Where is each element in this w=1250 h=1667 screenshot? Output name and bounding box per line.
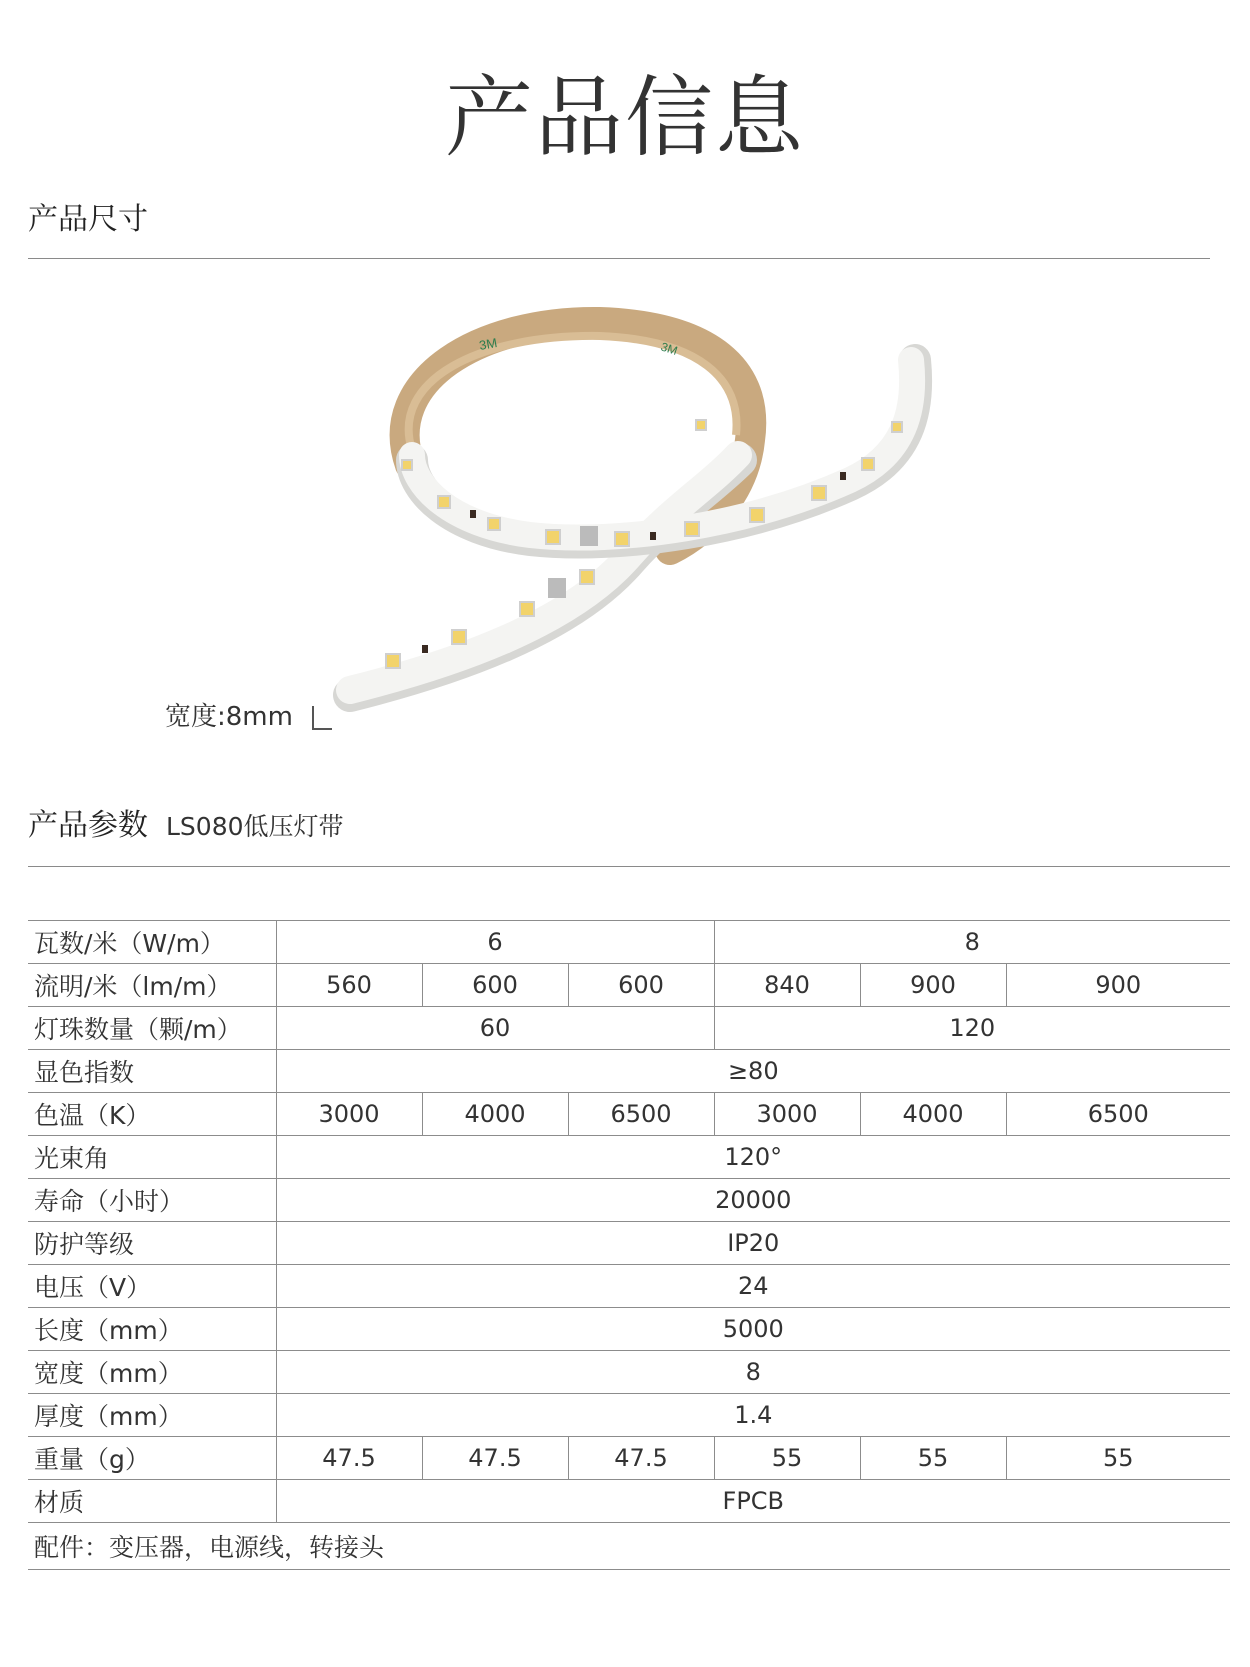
table-row-length xyxy=(28,1308,1230,1351)
table-cell: FPCB xyxy=(276,1480,1230,1523)
row-label: 显色指数 xyxy=(28,1050,276,1093)
row-label: 色温（K） xyxy=(28,1093,276,1136)
row-label: 长度（mm） xyxy=(28,1308,276,1351)
row-label: 灯珠数量（颗/m） xyxy=(28,1007,276,1050)
table-cell: 3000 xyxy=(714,1093,860,1136)
table-row-led-count xyxy=(28,1007,1230,1050)
table-cell: 55 xyxy=(1006,1437,1230,1480)
table-cell: 47.5 xyxy=(276,1437,422,1480)
model-name: LS080低压灯带 xyxy=(166,812,344,841)
table-row-width xyxy=(28,1351,1230,1394)
table-row-flux xyxy=(28,964,1230,1007)
table-cell: 47.5 xyxy=(568,1437,714,1480)
table-cell: 1.4 xyxy=(276,1394,1230,1437)
table-cell: 6500 xyxy=(1006,1093,1230,1136)
table-row-wattage xyxy=(28,921,1230,964)
table-cell: 900 xyxy=(860,964,1006,1007)
table-row-accessories xyxy=(28,1523,1230,1570)
table-cell: 47.5 xyxy=(422,1437,568,1480)
table-cell: 8 xyxy=(714,921,1230,964)
table-row-material xyxy=(28,1480,1230,1523)
table-cell: 6500 xyxy=(568,1093,714,1136)
table-cell: 55 xyxy=(714,1437,860,1480)
table-cell: 4000 xyxy=(422,1093,568,1136)
table-cell: 120 xyxy=(714,1007,1230,1050)
table-row-thickness xyxy=(28,1394,1230,1437)
table-row-cct xyxy=(28,1093,1230,1136)
table-cell: 600 xyxy=(568,964,714,1007)
accessories-note: 配件：变压器，电源线，转接头 xyxy=(28,1523,1230,1570)
table-cell: 8 xyxy=(276,1351,1230,1394)
section-title-params xyxy=(28,806,344,847)
spec-table xyxy=(28,920,1230,1570)
table-cell: 55 xyxy=(860,1437,1006,1480)
table-cell: 120° xyxy=(276,1136,1230,1179)
width-label: 宽度:8mm xyxy=(165,702,293,732)
table-cell: 4000 xyxy=(860,1093,1006,1136)
divider xyxy=(28,866,1230,867)
row-label: 重量（g） xyxy=(28,1437,276,1480)
table-cell: 3000 xyxy=(276,1093,422,1136)
row-label: 防护等级 xyxy=(28,1222,276,1265)
table-cell: 60 xyxy=(276,1007,714,1050)
page-title: 产品信息 xyxy=(444,66,805,169)
row-label: 宽度（mm） xyxy=(28,1351,276,1394)
row-label: 厚度（mm） xyxy=(28,1394,276,1437)
row-label: 寿命（小时） xyxy=(28,1179,276,1222)
table-row-lifespan xyxy=(28,1179,1230,1222)
table-cell: 5000 xyxy=(276,1308,1230,1351)
table-row-cri xyxy=(28,1050,1230,1093)
table-cell: 24 xyxy=(276,1265,1230,1308)
table-cell: 20000 xyxy=(276,1179,1230,1222)
table-cell: ≥80 xyxy=(276,1050,1230,1093)
row-label: 流明/米（lm/m） xyxy=(28,964,276,1007)
row-label: 电压（V） xyxy=(28,1265,276,1308)
table-cell: 840 xyxy=(714,964,860,1007)
table-row-beam-angle xyxy=(28,1136,1230,1179)
table-cell: 560 xyxy=(276,964,422,1007)
section-title-size: 产品尺寸 xyxy=(28,202,148,237)
table-row-ip-rating xyxy=(28,1222,1230,1265)
row-label: 光束角 xyxy=(28,1136,276,1179)
table-cell: 6 xyxy=(276,921,714,964)
params-title: 产品参数 xyxy=(28,808,148,843)
table-cell: 900 xyxy=(1006,964,1230,1007)
row-label: 材质 xyxy=(28,1480,276,1523)
row-label: 瓦数/米（W/m） xyxy=(28,921,276,964)
table-row-voltage xyxy=(28,1265,1230,1308)
table-cell: 600 xyxy=(422,964,568,1007)
divider xyxy=(28,258,1210,259)
table-row-weight xyxy=(28,1437,1230,1480)
table-cell: IP20 xyxy=(276,1222,1230,1265)
width-bracket-icon xyxy=(312,706,332,730)
